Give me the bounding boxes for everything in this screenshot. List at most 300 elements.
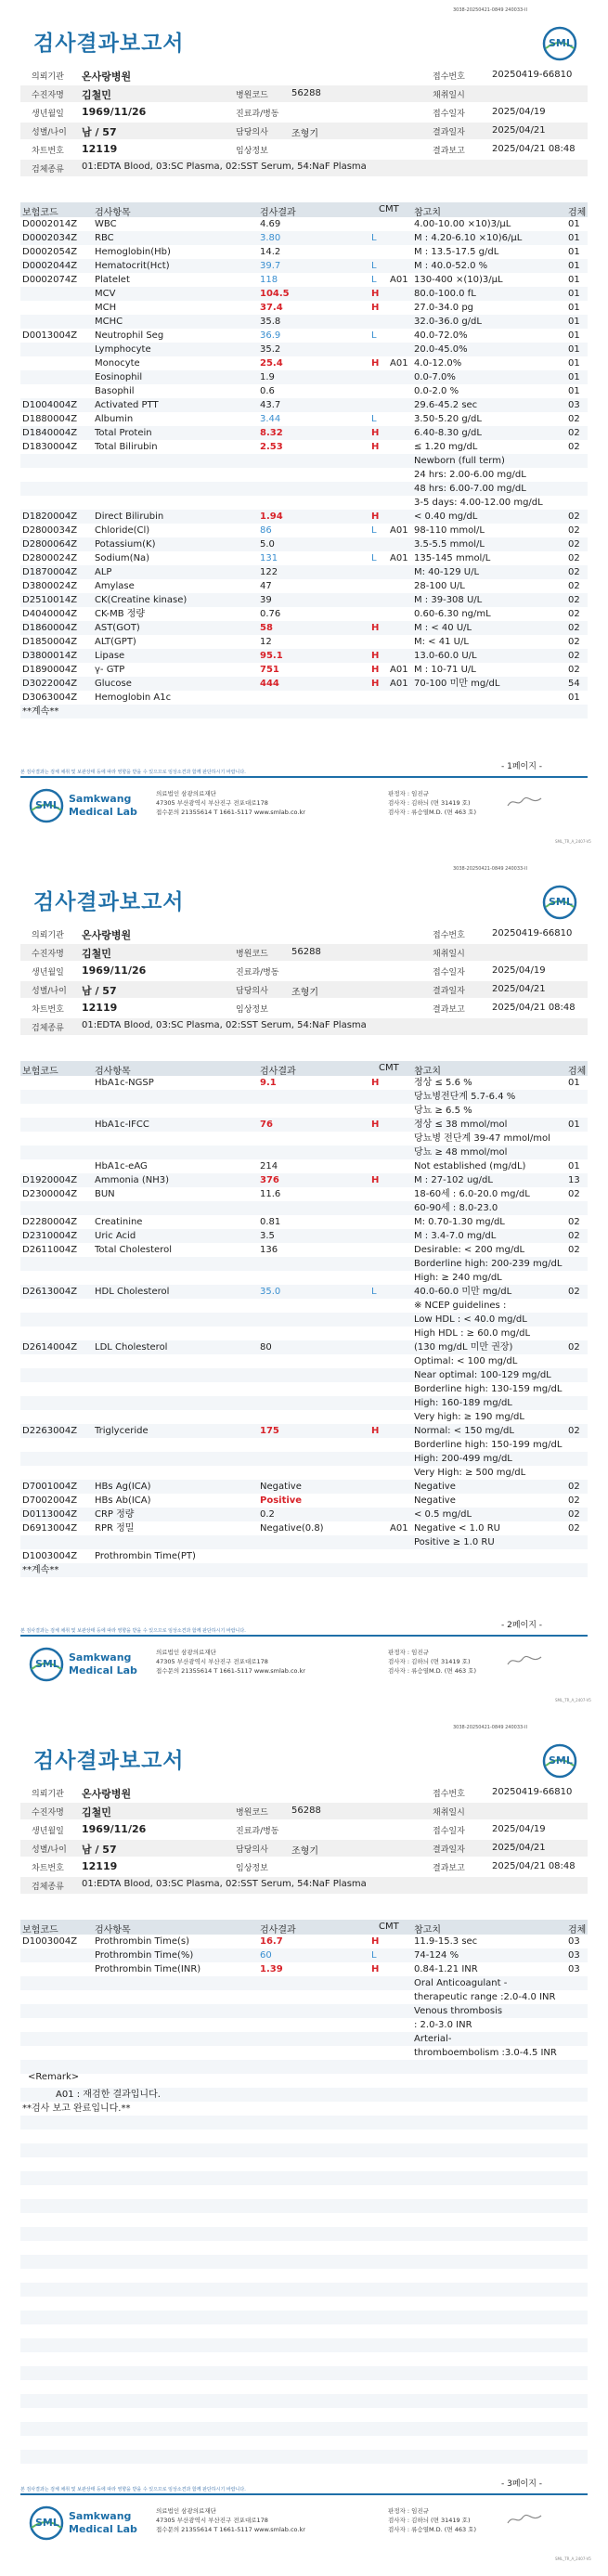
samkwang-logo (28, 787, 139, 824)
cell-ref: M: < 41 U/L (414, 637, 469, 647)
value-result: 2025/04/21 (492, 984, 546, 994)
cell-ref: Borderline high: 150-199 mg/dL (414, 1440, 563, 1450)
table-row (20, 2185, 588, 2199)
cell-result: 35.2 (260, 344, 281, 355)
value-accno: 20250419-66810 (492, 928, 573, 938)
value-result: 2025/04/21 (492, 125, 546, 136)
value-birth: 1969/11/26 (82, 1823, 147, 1835)
cell-ref: ※ NCEP guidelines : (414, 1301, 507, 1311)
col-item: 검사항목 (95, 1067, 131, 1077)
label-resultday: 결과보고 (433, 147, 465, 156)
table-row (20, 301, 588, 315)
cell-spec: 02 (568, 511, 580, 522)
cell-code: D1870004Z (22, 567, 78, 577)
table-row (20, 2157, 588, 2171)
table-row (20, 1243, 588, 1257)
label-resultday: 결과보고 (433, 1005, 465, 1015)
cell-item: Monocyte (95, 358, 140, 369)
cell-code: D1850004Z (22, 637, 78, 647)
cell-result: 5.0 (260, 539, 275, 550)
table-row (20, 245, 588, 259)
col-result: 검사결과 (260, 1925, 296, 1935)
result-table (20, 1935, 588, 2464)
label-sexage: 성별/나이 (32, 128, 67, 137)
value-sexage: 남 / 57 (82, 126, 117, 138)
report-title: 검사결과보고서 (33, 32, 185, 56)
table-row (20, 426, 588, 440)
cell-ref: 60-90세 : 8.0-23.0 (414, 1203, 498, 1213)
table-row (20, 1508, 588, 1521)
value-patient: 김철민 (82, 1806, 111, 1819)
cell-spec: 02 (568, 525, 580, 536)
header-row (20, 123, 588, 139)
cell-spec: 01 (568, 693, 580, 703)
table-row (20, 537, 588, 551)
cell-flag: L (371, 233, 377, 243)
cell-item: ALP (95, 567, 112, 577)
label-ward: 임상정보 (236, 147, 268, 156)
cell-ref: : 2.0-3.0 INR (414, 2020, 472, 2030)
samkwang-name: Samkwang (69, 2510, 132, 2522)
table-row (20, 2213, 588, 2227)
table-row (20, 2311, 588, 2324)
table-row (20, 217, 588, 231)
form-code: SML_TR_A_2407-V5 (555, 839, 591, 844)
cell-ref: 당뇨 ≥ 48 mmol/mol (414, 1147, 508, 1158)
label-resultday: 결과보고 (433, 1864, 465, 1873)
cell-result: 0.81 (260, 1217, 281, 1227)
cell-code: D3022004Z (22, 679, 78, 689)
table-row (20, 1159, 588, 1173)
cell-flag: H (371, 1078, 380, 1088)
cell-spec: 02 (568, 651, 580, 661)
cell-ref: High HDL : ≥ 60.0 mg/dL (414, 1328, 531, 1339)
table-row (20, 1354, 588, 1368)
value-birth: 1969/11/26 (82, 106, 147, 118)
cell-result: 175 (260, 1426, 279, 1436)
table-row (20, 1229, 588, 1243)
label-report-date: 채취일시 (433, 91, 465, 100)
footer-signers (388, 789, 476, 817)
cell-ref: 20.0-45.0% (414, 344, 468, 355)
cell-spec: 01 (568, 261, 580, 271)
cell-code: D1820004Z (22, 511, 78, 522)
footer-divider (20, 1635, 588, 1637)
samkwang-logo-text: SML (35, 1658, 59, 1670)
table-row (20, 2227, 588, 2241)
cell-item: Lipase (95, 651, 125, 661)
cell-code: D2611004Z (22, 1245, 78, 1255)
table-row (20, 2394, 588, 2408)
header-row (20, 160, 588, 176)
cell-code: D1830004Z (22, 442, 78, 452)
table-row (20, 454, 588, 468)
cell-code: D1890004Z (22, 665, 78, 675)
label-doctor: 담당의사 (236, 1845, 268, 1855)
value-result: 2025/04/21 (492, 1843, 546, 1853)
cell-ref: 24 hrs: 2.00-6.00 mg/dL (414, 470, 526, 480)
label-hospital: 의뢰기관 (32, 931, 64, 940)
table-row (20, 384, 588, 398)
cell-result: 214 (260, 1161, 278, 1171)
cell-ref: M : 4.20-6.10 ×10)6/μL (414, 233, 523, 243)
cell-flag: H (371, 303, 380, 313)
table-row (20, 1535, 588, 1549)
table-row (20, 663, 588, 677)
value-resultday: 2025/04/21 08:48 (492, 1003, 576, 1013)
cell-cmt: A01 (390, 275, 408, 285)
table-row (20, 1146, 588, 1159)
cell-spec: 02 (568, 637, 580, 647)
cell-ref: 11.9-15.3 sec (414, 1936, 478, 1947)
cell-ref: Low HDL : < 40.0 mg/dL (414, 1314, 527, 1325)
report-header (20, 926, 588, 1046)
cell-spec: 02 (568, 1189, 580, 1199)
header-row (20, 1000, 588, 1016)
col-cmt: CMT (379, 1922, 399, 1932)
table-row (20, 2046, 588, 2060)
cell-ref: 28-100 U/L (414, 581, 465, 591)
label-patient: 수진자명 (32, 950, 64, 959)
sml-logo-top (542, 885, 577, 920)
value-hospital: 온사랑병원 (82, 929, 132, 941)
cell-code: D2800064Z (22, 539, 78, 550)
cell-ref: M: 0.70-1.30 mg/dL (414, 1217, 505, 1227)
table-row (20, 398, 588, 412)
cell-result: 1.9 (260, 372, 275, 382)
table-row (20, 1410, 588, 1424)
cell-result: 104.5 (260, 289, 290, 299)
cell-item: Potassium(K) (95, 539, 156, 550)
label-code: 병원코드 (236, 950, 268, 959)
cell-item: Prothrombin Time(PT) (95, 1551, 196, 1561)
cell-code: D3800024Z (22, 581, 78, 591)
cell-code: D6913004Z (22, 1523, 78, 1534)
cell-item: γ- GTP (95, 665, 125, 675)
header-row (20, 141, 588, 158)
cell-cmt: A01 (390, 553, 408, 563)
footer-address: 47305 부산광역시 부산진구 전포대로178 (156, 1658, 268, 1665)
cell-spec: 02 (568, 553, 580, 563)
cell-item: HDL Cholesterol (95, 1287, 170, 1297)
cell-ref: 29.6-45.2 sec (414, 400, 478, 410)
cell-ref: High: ≥ 240 mg/dL (414, 1273, 502, 1283)
cell-ref: High: 200-499 mg/dL (414, 1454, 512, 1464)
footer-notice: 본 검사결과는 검체 채취 및 보관상태 등에 따라 영향을 받을 수 있으므로 임상소견과 함께 판단하시기 바랍니다. (20, 2487, 246, 2492)
cell-ref: Negative < 1.0 RU (414, 1523, 500, 1534)
cell-item: Creatinine (95, 1217, 143, 1227)
cell-ref: Negative (414, 1495, 456, 1506)
header-row (20, 85, 588, 102)
cell-result: 86 (260, 525, 272, 536)
page-number: - 1페이지 - (501, 762, 543, 771)
cell-ref: Negative (414, 1482, 456, 1492)
col-spec: 검체 (568, 208, 587, 218)
value-specimen: 01:EDTA Blood, 03:SC Plasma, 02:SST Serum, 54:NaF Plasma (82, 1020, 367, 1030)
value-chart: 12119 (82, 1002, 118, 1014)
cell-code: D0002044Z (22, 261, 78, 271)
cell-spec: 03 (568, 400, 580, 410)
cell-result: 43.7 (260, 400, 281, 410)
footer-address (156, 1648, 305, 1676)
cell-item: Hematocrit(Hct) (95, 261, 170, 271)
table-row (20, 635, 588, 649)
cell-flag: L (371, 553, 377, 563)
value-accno: 20250419-66810 (492, 70, 573, 80)
cell-flag: H (371, 1936, 380, 1947)
cell-spec: 01 (568, 344, 580, 355)
cell-result: 122 (260, 567, 278, 577)
cell-result: 36.9 (260, 330, 281, 341)
col-code: 보험코드 (22, 1067, 58, 1077)
cell-ref: 0.84-1.21 INR (414, 1964, 478, 1974)
cell-spec: 01 (568, 1161, 580, 1171)
cell-spec: 01 (568, 303, 580, 313)
header-row (20, 1018, 588, 1035)
label-hospital: 의뢰기관 (32, 1790, 64, 1799)
table-row (20, 1976, 588, 1990)
cell-item: Ammonia (NH3) (95, 1175, 170, 1185)
cell-ref: 정상 ≤ 38 mmol/mol (414, 1120, 508, 1130)
cell-item: Albumin (95, 414, 134, 424)
table-row (20, 1368, 588, 1382)
cell-flag: H (371, 428, 380, 438)
cell-item: Hemoglobin A1c (95, 693, 172, 703)
table-row (20, 1424, 588, 1438)
cell-spec: 03 (568, 1936, 580, 1947)
footer-notice: 본 검사결과는 검체 채취 및 보관상태 등에 따라 영향을 받을 수 있으므로 임상소견과 함께 판단하시기 바랍니다. (20, 770, 246, 775)
cell-ref: Oral Anticoagulant - (414, 1978, 508, 1988)
table-row (20, 593, 588, 607)
signature-image (506, 1653, 543, 1671)
cell-item: Prothrombin Time(s) (95, 1936, 190, 1947)
table-row (20, 329, 588, 343)
cell-code: **계속** (22, 706, 59, 717)
cell-ref: Very high: ≥ 190 mg/dL (414, 1412, 524, 1422)
cell-code: D1920004Z (22, 1175, 78, 1185)
table-row (20, 691, 588, 705)
cell-result: Negative (260, 1482, 302, 1492)
table-header (20, 202, 588, 217)
cell-spec: 02 (568, 1231, 580, 1241)
cell-ref: M : 13.5-17.5 g/dL (414, 247, 499, 257)
table-row (20, 343, 588, 356)
cell-result: 1.94 (260, 511, 283, 522)
table-row (20, 468, 588, 482)
table-row (20, 2366, 588, 2380)
cell-spec: 02 (568, 1217, 580, 1227)
label-report-date: 채취일시 (433, 1808, 465, 1818)
cell-code: **계속** (22, 1565, 59, 1575)
cell-item: Neutrophil Seg (95, 330, 164, 341)
footer-company: 의료법인 삼광의료재단 (156, 1649, 216, 1656)
table-row (20, 677, 588, 691)
cell-code: D3800014Z (22, 651, 78, 661)
cell-spec: 01 (568, 386, 580, 396)
cell-item: MCV (95, 289, 116, 299)
value-patient: 김철민 (82, 948, 111, 960)
cell-result: 444 (260, 679, 279, 689)
cell-result: 0.2 (260, 1509, 275, 1520)
cell-result: 751 (260, 665, 279, 675)
cell-spec: 02 (568, 414, 580, 424)
cell-flag: H (371, 623, 380, 633)
cell-item: Prothrombin Time(INR) (95, 1964, 201, 1974)
cell-result: 80 (260, 1342, 272, 1353)
cell-item: WBC (95, 219, 117, 229)
col-result: 검사결과 (260, 208, 296, 218)
barcode-text: 3038-20250421-0849 240033-II (453, 866, 527, 872)
cell-ref: 40.0-60.0 미만 mg/dL (414, 1287, 512, 1297)
table-row (20, 705, 588, 718)
cell-ref: 135-145 mmol/L (414, 553, 491, 563)
cell-spec: 02 (568, 581, 580, 591)
footer-inspector: 판정자 : 임진규 (388, 1649, 429, 1656)
cell-flag: H (371, 442, 380, 452)
footer-sign2: 검사자 : 류승열M.D. (면 463 호) (388, 2526, 476, 2533)
label-code: 병원코드 (236, 91, 268, 100)
footer-signers (388, 1648, 476, 1676)
cell-ref: therapeutic range :2.0-4.0 INR (414, 1992, 556, 2002)
label-report-date: 채취일시 (433, 950, 465, 959)
cell-flag: H (371, 1120, 380, 1130)
cell-code: D7001004Z (22, 1482, 78, 1492)
label-recv: 접수일자 (433, 110, 465, 119)
label-patient: 수진자명 (32, 91, 64, 100)
table-row (20, 524, 588, 537)
cell-spec: 02 (568, 1245, 580, 1255)
remark-title: <Remark> (28, 2072, 80, 2082)
cell-ref: 4.0-12.0% (414, 358, 462, 369)
remark-done: **검사 보고 완료입니다.** (22, 2104, 131, 2114)
header-row (20, 1877, 588, 1894)
cell-result: 3.80 (260, 233, 281, 243)
cell-ref: Very High: ≥ 500 mg/dL (414, 1468, 526, 1478)
table-row (20, 1396, 588, 1410)
cell-item: Triglyceride (95, 1426, 149, 1436)
value-code: 56288 (291, 1806, 321, 1816)
cell-result: 9.1 (260, 1078, 277, 1088)
cell-ref: ≤ 1.20 mg/dL (414, 442, 478, 452)
table-row (20, 440, 588, 454)
cell-ref: < 0.5 mg/dL (414, 1509, 472, 1520)
cell-spec: 02 (568, 665, 580, 675)
table-row (20, 2255, 588, 2269)
cell-ref: (130 mg/dL 미만 권장) (414, 1342, 513, 1353)
footer-divider (20, 2493, 588, 2495)
cell-spec: 02 (568, 1523, 580, 1534)
footer-sign1: 검사자 : 김하늬 (면 31419 호) (388, 2517, 471, 2524)
footer-notice: 본 검사결과는 검체 채취 및 보관상태 등에 따라 영향을 받을 수 있으므로 임상소견과 함께 판단하시기 바랍니다. (20, 1628, 246, 1634)
form-code: SML_TR_A_2407-V5 (555, 1698, 591, 1702)
cell-ref: Positive ≥ 1.0 RU (414, 1537, 495, 1547)
label-chart: 차트번호 (32, 1864, 64, 1873)
table-row (20, 551, 588, 565)
header-row (20, 944, 588, 961)
table-row (20, 2352, 588, 2366)
cell-item: HbA1c-IFCC (95, 1120, 149, 1130)
cell-result: 35.0 (260, 1287, 281, 1297)
cell-spec: 01 (568, 1078, 580, 1088)
cell-spec: 02 (568, 428, 580, 438)
cell-code: D0002054Z (22, 247, 78, 257)
table-row (20, 1327, 588, 1340)
cell-spec: 01 (568, 317, 580, 327)
cell-ref: Desirable: < 200 mg/dL (414, 1245, 525, 1255)
value-doctor: 조형기 (291, 988, 318, 998)
cell-ref: 3.5-5.5 mmol/L (414, 539, 485, 550)
cell-flag: H (371, 679, 380, 689)
value-accno: 20250419-66810 (492, 1787, 573, 1797)
col-ref: 참고치 (414, 1067, 441, 1077)
label-accno: 접수번호 (433, 1790, 465, 1799)
cell-spec: 01 (568, 1120, 580, 1130)
cell-ref: High: 160-189 mg/dL (414, 1398, 512, 1408)
table-row (20, 1104, 588, 1118)
table-row (20, 2422, 588, 2436)
table-row (20, 2380, 588, 2394)
table-row (20, 579, 588, 593)
footer-phone: 접수문의 21355614 T 1661-5117 www.smlab.co.kr (156, 809, 305, 816)
label-chart: 차트번호 (32, 1005, 64, 1015)
table-row (20, 1271, 588, 1285)
cell-result: 3.44 (260, 414, 281, 424)
cell-ref: Normal: < 150 mg/dL (414, 1426, 514, 1436)
cell-result: 16.7 (260, 1936, 283, 1947)
cell-code: D2310004Z (22, 1231, 78, 1241)
col-item: 검사항목 (95, 208, 131, 218)
cell-code: D0002074Z (22, 275, 78, 285)
label-code: 병원코드 (236, 1808, 268, 1818)
signature-image (506, 795, 543, 812)
cell-spec: 02 (568, 609, 580, 619)
label-dept: 진료과/병동 (236, 1827, 279, 1836)
label-chart: 차트번호 (32, 147, 64, 156)
cell-item: RPR 정밀 (95, 1523, 135, 1534)
col-ref: 참고치 (414, 208, 441, 218)
cell-flag: H (371, 1175, 380, 1185)
cell-item: Direct Bilirubin (95, 511, 164, 522)
page-number: - 2페이지 - (501, 1621, 543, 1630)
table-row (20, 1438, 588, 1452)
table-row (20, 356, 588, 370)
cell-ref: Optimal: < 100 mg/dL (414, 1356, 518, 1366)
cell-ref: M: 40-129 U/L (414, 567, 480, 577)
value-chart: 12119 (82, 1860, 118, 1872)
table-row (20, 649, 588, 663)
table-row (20, 1990, 588, 2004)
cell-item: HBs Ab(ICA) (95, 1495, 151, 1506)
footer-company: 의료법인 삼광의료재단 (156, 790, 216, 797)
cell-ref: Venous thrombosis (414, 2006, 503, 2016)
report-page (0, 859, 608, 1717)
cell-ref: Arterial- (414, 2034, 452, 2044)
cell-result: Negative(0.8) (260, 1523, 324, 1534)
value-sexage: 남 / 57 (82, 1844, 117, 1856)
cell-item: Chloride(Cl) (95, 525, 150, 536)
footer-sign1: 검사자 : 김하늬 (면 31419 호) (388, 1658, 471, 1665)
cell-item: MCH (95, 303, 117, 313)
label-specimen: 검체종류 (32, 1883, 64, 1892)
table-row (20, 1549, 588, 1563)
cell-code: D2800034Z (22, 525, 78, 536)
cell-code: D2263004Z (22, 1426, 78, 1436)
cell-spec: 02 (568, 1509, 580, 1520)
cell-result: 11.6 (260, 1189, 281, 1199)
table-row (20, 370, 588, 384)
cell-item: Glucose (95, 679, 132, 689)
cell-ref: 27.0-34.0 pg (414, 303, 474, 313)
